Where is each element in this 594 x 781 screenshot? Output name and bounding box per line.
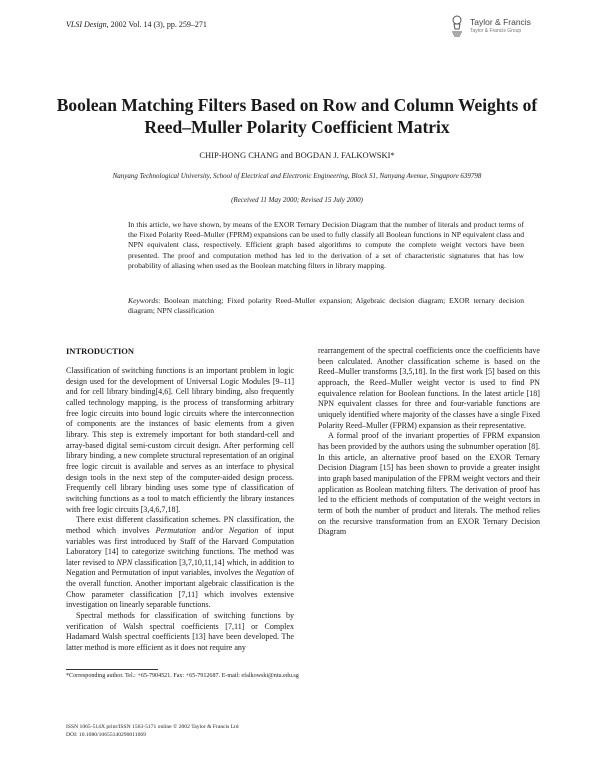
body-paragraph-1: Classification of switching functions is an important problem in logic design used for the development of Universal Logic Modules [9–11] and for cell library binding[4,6]. Cell library binding, also frequently called technology mapping, is the process of transforming arbitrary free logic circuits into bound logic circuits where the interconnection of components are the instances of basic elements from a given library. This step is extremely important for both standard-cell and array-based digital semi-custom circuit design. After performing cell library binding, a new complete structural representation of an original free logic circuit is available and serves as an interface to physical design tools in the next step of the computer-aided design process. Frequently cell library binding uses some type of classification of switching functions as a tool to match efficiently the library instances with free logic circuits [3,4,6,7,18].	[66, 366, 294, 514]
doi-line: DOI: 10.1080/10655140290011069	[66, 732, 146, 738]
keywords-label: Keywords	[128, 296, 159, 305]
journal-citation: , 2002 Vol. 14 (3), pp. 259–271	[106, 20, 207, 29]
publisher-group: Taylor & Francis Group	[470, 28, 522, 34]
publisher-lamp-icon	[448, 14, 466, 38]
keywords-text: : Boolean matching; Fixed polarity Reed–Muller expansion; Algebraic decision diagram; EXOR ternary decision diagram; NPN classification	[128, 296, 524, 316]
journal-name: VLSI Design	[66, 20, 107, 29]
issn-line: ISSN 1065-514X print/ISSN 1563-5171 online © 2002 Taylor & Francis Ltd	[66, 724, 239, 730]
publisher-brand: Taylor & Francis	[470, 17, 531, 27]
paper-title: Boolean Matching Filters Based on Row and Column Weights of Reed–Muller Polarity Coefficient Matrix	[56, 95, 538, 137]
p2-text-c: of input variables was first introduced by Staff of the Harvard Computation Laboratory [14] to categorize switching functions. The method was later revised to	[66, 525, 294, 567]
body-paragraph-3-part-1: Spectral methods for classification of switching functions by verification of Walsh spectral coefficients [7,11] or Complex Hadamard Walsh spectral coefficients [13] have been developed. The latter method is more efficient as it does not require any	[66, 611, 294, 653]
p2-text-b: and/or	[195, 525, 229, 535]
body-column-right	[318, 346, 540, 538]
keywords	[128, 296, 524, 316]
abstract: In this article, we have shown, by means of the EXOR Ternary Decision Diagram that the number of literals and product terms of the Fixed Polarity Reed–Muller (FPRM) expansions can be used to fully classify all Boolean functions in NP equivalent class and NPN equivalent class, respectively. Efficient graph based algorithms to compute the complete weight vectors have been presented. The proof and computation method has led to the derivation of a set of characteristic signatures that has low probability of aliasing when used as the Boolean matching filters in library mapping.	[128, 220, 524, 270]
section-heading-introduction: INTRODUCTION	[66, 346, 135, 356]
p2-italic-permutation: Permutation	[155, 525, 196, 535]
p2-italic-negation: Negation	[228, 525, 259, 535]
body-paragraph-4: A formal proof of the invariant properties of FPRM expansion has been provided by the authors using the subnumber operation [8]. In this article, an alternative proof based on the EXOR Ternary Decision Diagram [15] has been shown to provide a greater insight into graph based manipulation of the FPRM weight vectors and their application as Boolean matching filters. The derivation of proof has led to the efficient methods of computation of the weight vectors in term of both the number of product and literals. The method relies on the recursive transformation from an EXOR Ternary Decision Diagram	[318, 431, 540, 537]
p2-text-d: classification [3,7,10,11,14] which, in addition to Negation and Permutation of input variables, involves the	[66, 557, 295, 578]
p2-italic-negation-2: Negation	[255, 568, 286, 578]
p2-text-a: There exist different classification schemes. PN classification, the method which involves	[66, 515, 294, 535]
body-paragraph-3-part-2: rearrangement of the spectral coefficients once the coefficients have been calculated. Another classification scheme is based on the Reed–Muller transforms [3,5,18]. In the first work [5] based on this approach, the Reed–Muller weight vector is used to find PN equivalence relation for Boolean functions. In the latest article [18] NPN equivalent classes for three and four-variable functions are uniquely identified where majority of the classes have a single Fixed Polarity Reed–Muller (FPRM) expansion as their representative.	[318, 346, 540, 430]
author-affiliation: Nanyang Technological University, School of Electrical and Electronic Engineering, Block S1, Nanyang Avenue, Singapore 639798	[112, 172, 482, 180]
footnote-rule	[66, 669, 158, 670]
corresponding-author-footnote: *Corresponding author. Tel.: +65-7904521. Fax: +65-7912687. E-mail: efalkowski@ntu.edu.sg	[66, 673, 299, 679]
publisher-logo	[448, 14, 558, 40]
running-header	[66, 20, 207, 29]
body-column-left	[66, 346, 294, 654]
issn-block	[66, 723, 239, 739]
body-paragraph-2	[66, 515, 294, 611]
received-dates: (Received 11 May 2000; Revised 15 July 2000)	[231, 196, 363, 204]
paper-authors: CHIP-HONG CHANG and BOGDAN J. FALKOWSKI*	[199, 150, 395, 160]
p2-italic-npn: NPN	[116, 557, 133, 567]
p2-text-e: of the overall function. Another important algebraic classification is the Chow parameter classification [7,11] which involves extensive investigation on linearly separable functions.	[66, 568, 294, 610]
